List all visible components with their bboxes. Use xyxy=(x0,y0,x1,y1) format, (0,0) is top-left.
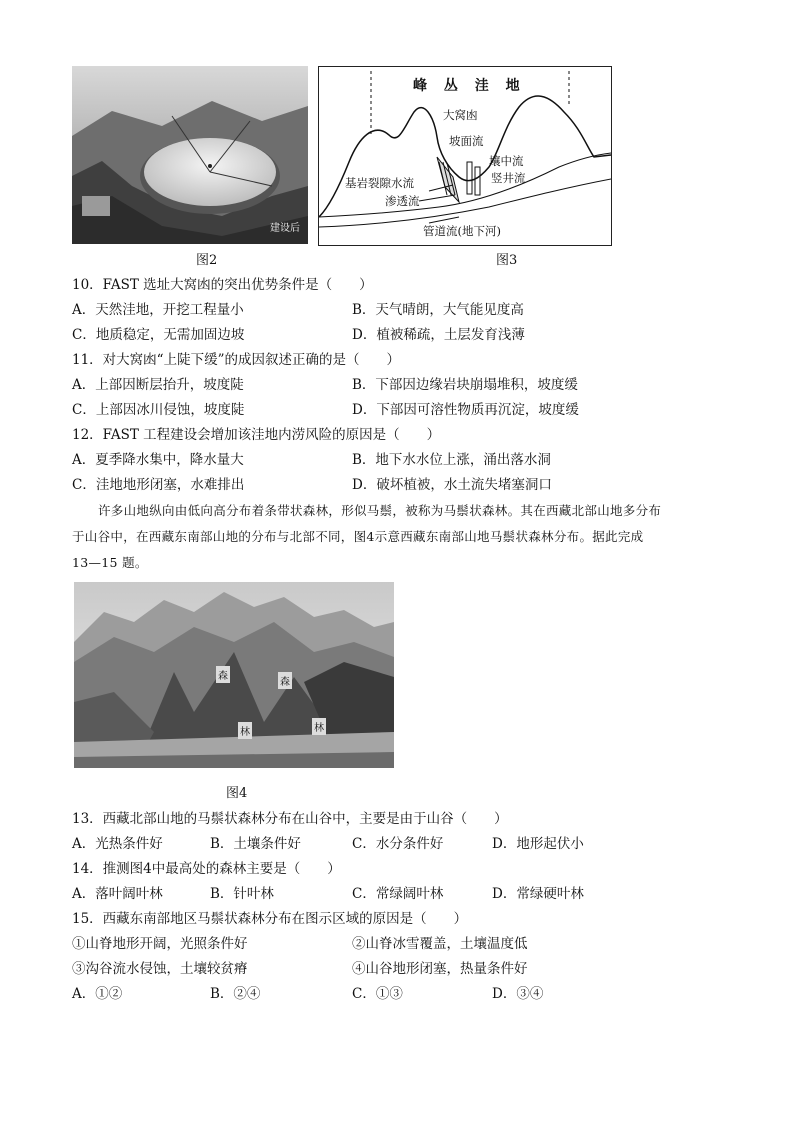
label-guandao: 管道流(地下河) xyxy=(423,224,501,238)
fig4-label-3: 林 xyxy=(238,722,252,739)
fig2-badge: 建设后 xyxy=(270,223,300,234)
q15-option-a: A．①② xyxy=(72,986,123,1002)
passage-line-1: 许多山地纵向由低向高分布着条带状森林，形似马鬃，被称为马鬃状森林。其在西藏北部山地多分布 xyxy=(98,503,662,518)
fig4-caption: 图4 xyxy=(226,786,248,801)
fig4-photo xyxy=(74,582,394,768)
q15-option-d: D．③④ xyxy=(492,986,544,1002)
q10-option-a: A．天然洼地，开挖工程量小 xyxy=(72,302,244,318)
q12-option-a: A．夏季降水集中，降水量大 xyxy=(72,452,244,468)
label-shentou: 渗透流 xyxy=(385,194,420,208)
q13-option-b: B．土壤条件好 xyxy=(210,836,301,852)
question-14: 14．推测图4中最高处的森林主要是（ ） xyxy=(72,861,341,877)
fig2-photo xyxy=(72,66,308,244)
q10-option-b: B．天气晴朗，大气能见度高 xyxy=(352,302,524,318)
question-11: 11．对大窝凼“上陡下缓”的成因叙述正确的是（ ） xyxy=(72,352,400,368)
label-dawodang: 大窝凼 xyxy=(443,108,478,122)
fig4-label-4: 林 xyxy=(312,718,326,735)
q14-option-c: C．常绿阔叶林 xyxy=(352,886,444,902)
fig4-label-2: 森 xyxy=(278,672,292,689)
passage-line-3: 13—15 题。 xyxy=(72,555,148,570)
q13-option-a: A．光热条件好 xyxy=(72,836,163,852)
mountain-forest-image xyxy=(74,582,394,768)
label-pomianliu: 坡面流 xyxy=(449,134,484,148)
fig3-diagram xyxy=(318,66,612,246)
q13-option-c: C．水分条件好 xyxy=(352,836,444,852)
fig4-label-1: 森 xyxy=(216,666,230,683)
q15-statement-4: ④山谷地形闭塞，热量条件好 xyxy=(352,961,528,977)
question-15: 15．西藏东南部地区马鬃状森林分布在图示区域的原因是（ ） xyxy=(72,911,468,927)
fig3-title: 峰 丛 洼 地 xyxy=(413,78,526,94)
fig2-caption: 图2 xyxy=(196,253,218,268)
q14-option-d: D．常绿硬叶林 xyxy=(492,886,584,902)
q15-statement-2: ②山脊冰雪覆盖，土壤温度低 xyxy=(352,936,528,952)
q14-option-a: A．落叶阔叶林 xyxy=(72,886,163,902)
fast-telescope-image xyxy=(72,66,308,244)
q11-option-a: A．上部因断层抬升，坡度陡 xyxy=(72,377,244,393)
question-13: 13．西藏北部山地的马鬃状森林分布在山谷中，主要是由于山谷（ ） xyxy=(72,811,508,827)
q15-option-c: C．①③ xyxy=(352,986,403,1002)
fig3-caption: 图3 xyxy=(496,253,518,268)
q12-option-d: D．破坏植被，水土流失堵塞洞口 xyxy=(352,477,552,493)
passage xyxy=(72,498,732,576)
q11-option-b: B．下部因边缘岩块崩塌堆积，坡度缓 xyxy=(352,377,578,393)
q14-option-b: B．针叶林 xyxy=(210,886,274,902)
q13-option-d: D．地形起伏小 xyxy=(492,836,584,852)
q15-statement-1: ①山脊地形开阔，光照条件好 xyxy=(72,936,248,952)
q11-option-c: C．上部因冰川侵蚀，坡度陡 xyxy=(72,402,245,418)
label-jiyan: 基岩裂隙水流 xyxy=(345,176,414,190)
question-12: 12．FAST 工程建设会增加该洼地内涝风险的原因是（ ） xyxy=(72,427,441,443)
q11-option-d: D．下部因可溶性物质再沉淀，坡度缓 xyxy=(352,402,579,418)
passage-line-2: 于山谷中，在西藏东南部山地的分布与北部不同，图4示意西藏东南部山地马鬃状森林分布。据此完成 xyxy=(72,529,644,544)
label-shujingliu: 竖井流 xyxy=(491,171,526,185)
question-10: 10．FAST 选址大窝凼的突出优势条件是（ ） xyxy=(72,277,373,293)
q10-option-d: D．植被稀疏，土层发育浅薄 xyxy=(352,327,525,343)
q10-option-c: C．地质稳定，无需加固边坡 xyxy=(72,327,245,343)
label-rangzhongliu: 壤中流 xyxy=(489,154,524,168)
q15-option-b: B．②④ xyxy=(210,986,261,1002)
q12-option-c: C．洼地地形闭塞，水难排出 xyxy=(72,477,245,493)
q12-option-b: B．地下水水位上涨，涌出落水洞 xyxy=(352,452,551,468)
q15-statement-3: ③沟谷流水侵蚀，土壤较贫瘠 xyxy=(72,961,248,977)
